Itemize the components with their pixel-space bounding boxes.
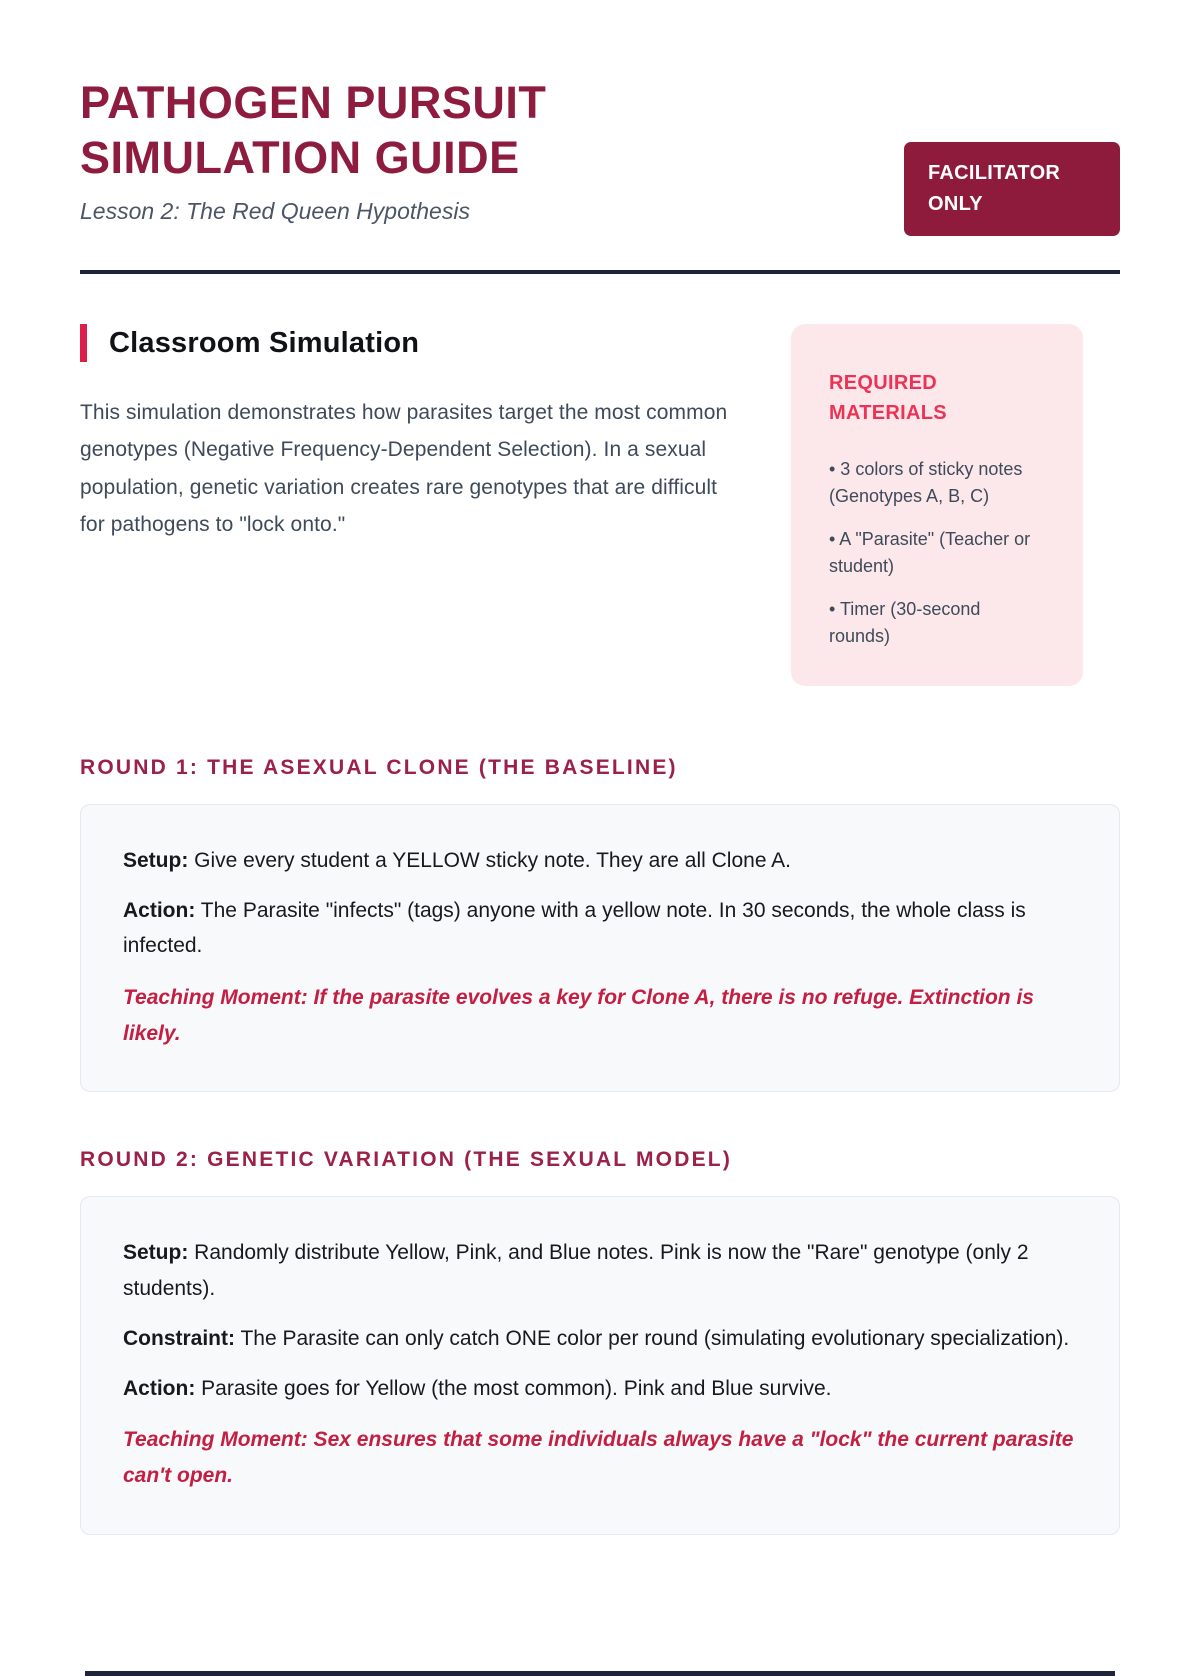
accent-bar <box>80 324 87 362</box>
page-subtitle: Lesson 2: The Red Queen Hypothesis <box>80 197 470 224</box>
step-paragraph <box>123 1235 1077 1306</box>
materials-item: • A "Parasite" (Teacher or student) <box>829 529 1031 576</box>
step-label: Setup: <box>123 1241 189 1265</box>
document-page <box>0 76 1200 1535</box>
materials-item: • Timer (30-second rounds) <box>829 599 981 646</box>
step-text: The Parasite can only catch ONE color per round (simulating evolutionary specialization). <box>240 1326 1070 1350</box>
materials-heading: REQUIRED MATERIALS <box>829 372 947 424</box>
step-paragraph <box>123 1371 1077 1407</box>
round-1-title: ROUND 1: THE ASEXUAL CLONE (THE BASELINE) <box>80 756 678 779</box>
header <box>80 76 1120 236</box>
bottom-divider <box>85 1671 1115 1676</box>
step-label: Setup: <box>123 849 189 872</box>
materials-list <box>829 456 1045 650</box>
required-materials-card <box>791 324 1083 686</box>
teaching-moment: Teaching Moment: If the parasite evolves a key for Clone A, there is no refuge. Extinction is likely. <box>123 986 1034 1045</box>
step-text: Give every student a YELLOW sticky note. They are all Clone A. <box>194 849 792 872</box>
step-paragraph <box>123 893 1077 964</box>
step-label: Constraint: <box>123 1326 235 1350</box>
section-heading <box>80 324 735 362</box>
round-1-card <box>80 804 1120 1092</box>
round-2-card <box>80 1196 1120 1534</box>
step-text: Parasite goes for Yellow (the most common). Pink and Blue survive. <box>201 1376 832 1400</box>
round-1-section <box>80 756 1120 1092</box>
round-2-title: ROUND 2: GENETIC VARIATION (THE SEXUAL MODEL) <box>80 1148 733 1172</box>
step-text: The Parasite "infects" (tags) anyone with a yellow note. In 30 seconds, the whole class is infected. <box>123 898 1026 958</box>
facilitator-only-badge: FACILITATOR ONLY <box>904 142 1120 236</box>
section-heading-text: Classroom Simulation <box>109 326 420 359</box>
header-divider <box>80 270 1120 274</box>
step-paragraph <box>123 843 1077 879</box>
step-label: Action: <box>123 1376 196 1400</box>
intro-section <box>80 324 735 544</box>
title-block <box>80 76 640 225</box>
step-text: Randomly distribute Yellow, Pink, and Blue notes. Pink is now the "Rare" genotype (only 2 students). <box>123 1241 1029 1301</box>
step-label: Action: <box>123 898 196 922</box>
intro-paragraph: This simulation demonstrates how parasites target the most common genotypes (Negative Frequency-Dependent Selection). In a sexual population, genetic variation creates rare genotypes that are difficult for pathogens to "lock onto." <box>80 401 728 537</box>
round-2-section <box>80 1148 1120 1534</box>
step-paragraph <box>123 1321 1077 1357</box>
materials-item: • 3 colors of sticky notes (Genotypes A, B, C) <box>829 459 1023 506</box>
main-columns <box>80 324 1120 686</box>
page-title: PATHOGEN PURSUIT SIMULATION GUIDE <box>80 77 547 183</box>
teaching-moment: Teaching Moment: Sex ensures that some individuals always have a "lock" the current parasite can't open. <box>123 1428 1074 1487</box>
